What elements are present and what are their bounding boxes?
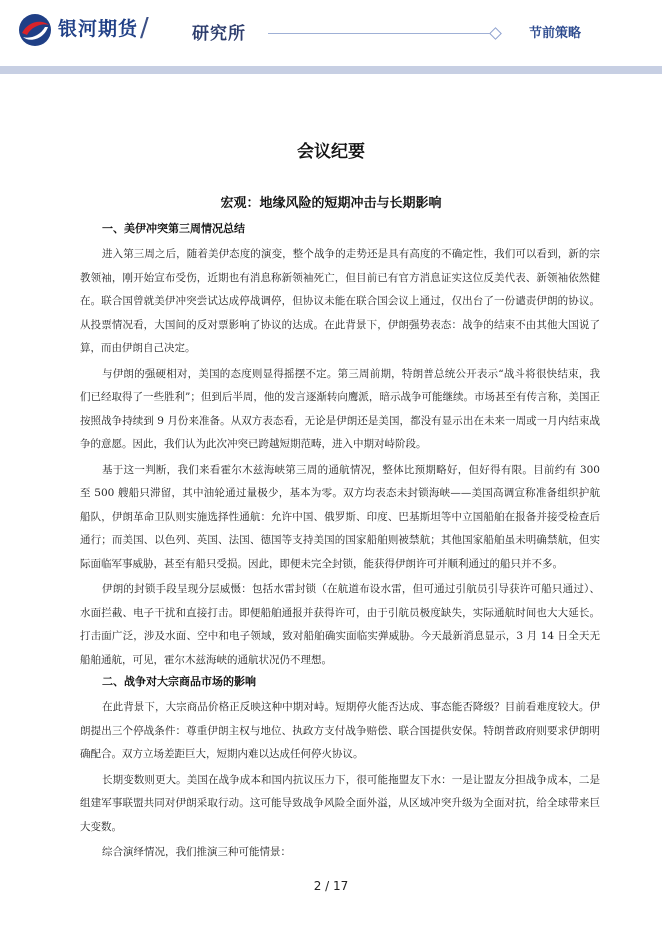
department-name: 研究所 [192,24,246,44]
section-title: 宏观：地缘风险的短期冲击与长期影响 [220,196,442,211]
page-number: 2 / 17 [313,879,349,893]
paragraph: 在此背景下，大宗商品价格正反映这种中期对峙。短期停火能否达成、事态能否降级？目前看难度较大。伊朗提出三个停战条件：尊重伊朗主权与地位、执政方支付战争赔偿、联合国提供安保。特朗普政府则要求伊朗明确配合。双方立场差距巨大，短期内难以达成任何停火协议。 [80,701,600,760]
document-body [80,221,600,867]
paragraph: 进入第三周之后，随着美伊态度的演变，整个战争的走势还是具有高度的不确定性，我们可以看到，新的宗教领袖，刚开始宣布受伤，近期也有消息称新领袖死亡，但目前已有官方消息证实这位反美代表、新领袖依然健在。联合国曾就美伊冲突尝试达成停战调停，但协议未能在联合国会议上通过，仅出台了一份谴责伊朗的协议。从投票情况看，大国间的反对票影响了协议的达成。在此背景下，伊朗强势表态：战争的结束不由其他大国说了算，而由伊朗自己决定。 [80,248,600,354]
paragraph: 与伊朗的强硬相对，美国的态度则显得摇摆不定。第三周前期，特朗普总统公开表示“战斗将很快结束，我们已经取得了一些胜利”；但到后半周，他的发言逐渐转向鹰派，暗示战争可能继续。市场甚至有传言称，美国正按照战争持续到 9 月份来准备。从双方表态看，无论是伊朗还是美国，都没有显示出在未来一周或一月内结束战争的意愿。因此，我们认为此次冲突已跨越短期范畴，进入中期对峙阶段。 [80,367,600,450]
header-divider: / [140,13,149,43]
diamond-icon [489,27,502,40]
header-band [0,66,662,74]
paragraph: 基于这一判断，我们来看霍尔木兹海峡第三周的通航情况，整体比预期略好，但好得有限。目前约有 300 至 500 艘船只滞留，其中油轮通过量极少，基本为零。双方均表态未封锁海峡——美国高调宣称准备组织护航船队，伊朗革命卫队则实施选择性通航：允许中国、俄罗斯、印度、巴基斯坦等中立国船舶在报备并接受检查后通行；而美国、以色列、英国、法国、德国等支持美国的国家船舶则被禁航；其他国家船舶虽未明确禁航，但实际面临军事威胁，甚至有船只受损。因此，即便未完全封锁，能获得伊朗许可并顺利通过的船只并不多。 [80,463,600,570]
page-header [0,0,662,66]
header-rule [268,33,492,34]
brand-name: 银河期货 [58,18,139,40]
document-title: 会议纪要 [297,142,365,162]
paragraph: 综合演绎情况，我们推演三种可能情景： [102,846,291,858]
report-type-tag: 节前策略 [529,26,582,41]
paragraph: 伊朗的封锁手段呈现分层威慑：包括水雷封锁（在航道布设水雷，但可通过引航员引导获许可船只通过）、水面拦截、电子干扰和直接打击。即便船舶通报并获得许可，由于引航员极度缺失，实际通航时间也大大延长。打击面广泛，涉及水面、空中和电子领域，致对船舶确实面临实弹威胁。今天最新消息显示，3 月 14 日全天无船舶通航，可见，霍尔木兹海峡的通航状况仍不理想。 [80,583,600,666]
paragraph: 长期变数则更大。美国在战争成本和国内抗议压力下，很可能拖盟友下水：一是让盟友分担战争成本，二是组建军事联盟共同对伊朗采取行动。这可能导致战争风险全面外溢，从区域冲突升级为全面对抗，给全球带来巨大变数。 [80,773,600,833]
heading-2: 二、战争对大宗商品市场的影响 [102,675,256,688]
heading-1: 一、美伊冲突第三周情况总结 [102,222,245,235]
galaxy-logo-icon [18,13,52,47]
